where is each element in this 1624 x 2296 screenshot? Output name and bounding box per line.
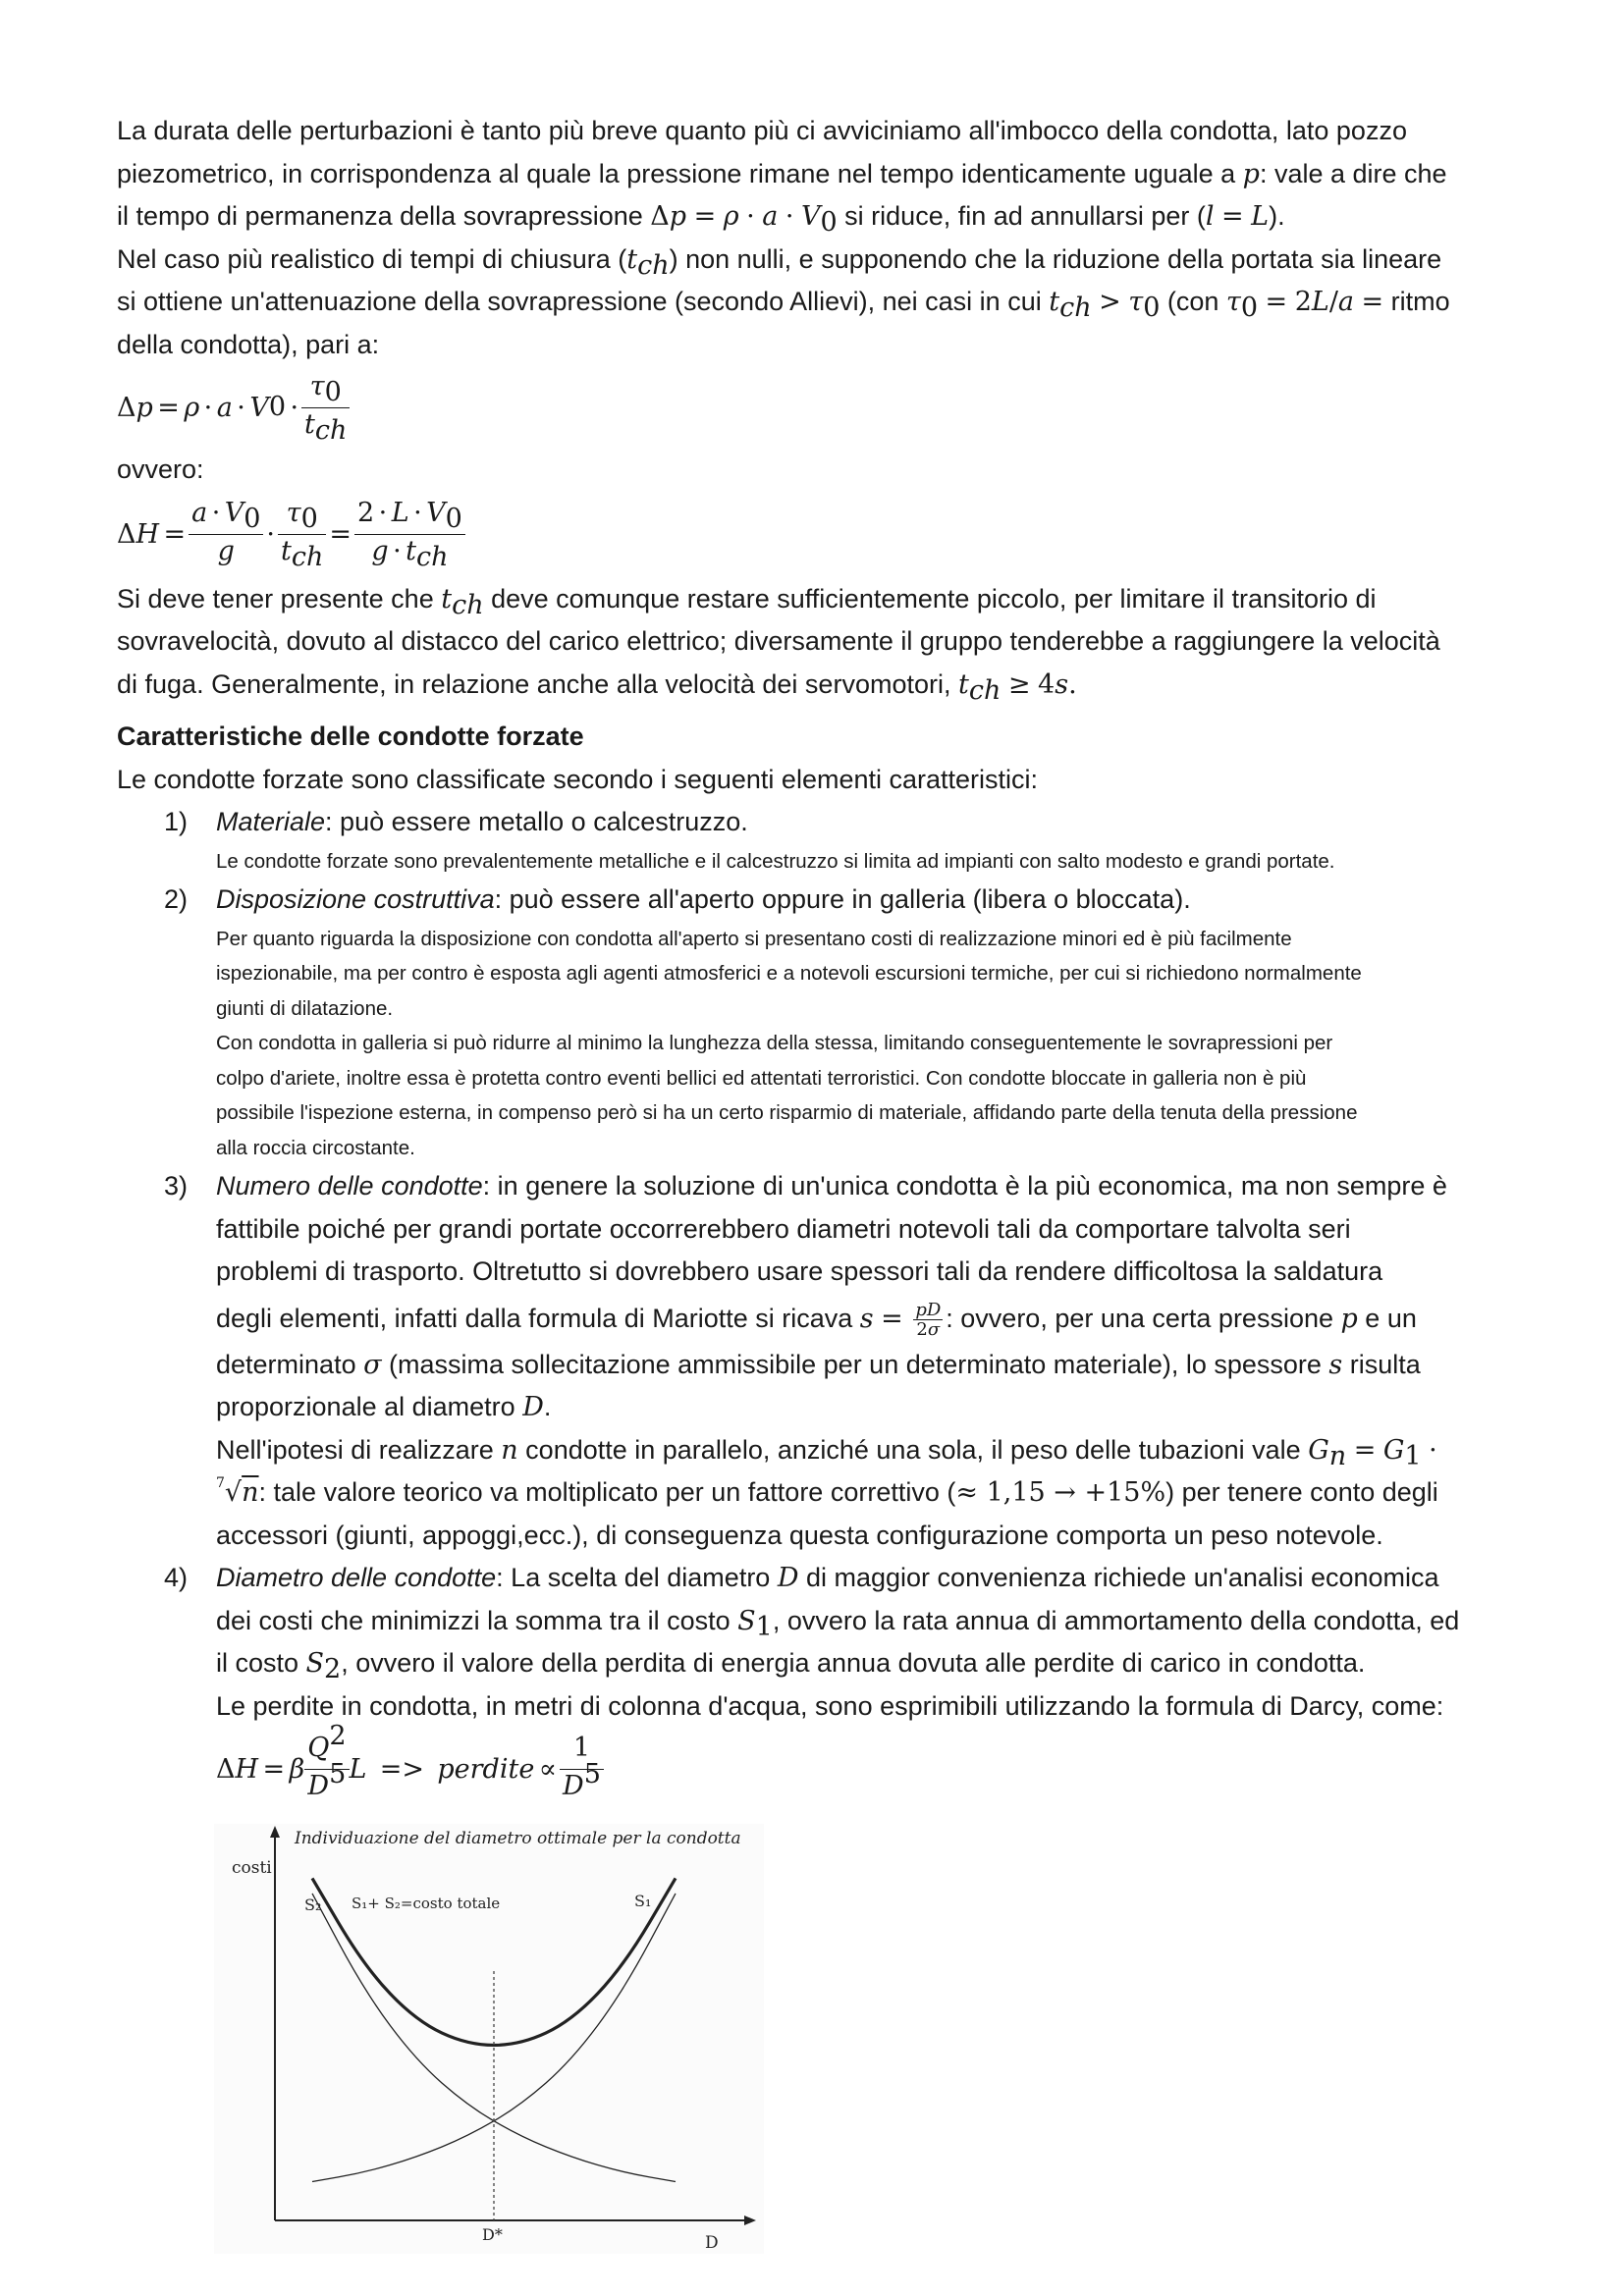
item-note: ispezionabile, ma per contro è esposta agli agenti atmosferici e a notevoli escursioni termiche, per cui si richiedono normalmente xyxy=(216,962,1362,985)
paragraph-line: di fuga. Generalmente, in relazione anche alla velocità dei servomotori, $t_{ch} \ge 4s$. xyxy=(117,668,1077,706)
section-heading: Caratteristiche delle condotte forzate xyxy=(117,721,584,751)
item-note: alla roccia circostante. xyxy=(216,1136,415,1159)
item-note: Le condotte forzate sono prevalentemente metalliche e il calcestruzzo si limita ad impianti con salto modesto e grandi portate. xyxy=(216,849,1335,873)
paragraph-line: piezometrico, in corrispondenza al quale la pressione rimane nel tempo identicamente uguale a p: vale a dire che xyxy=(117,158,1447,189)
list-item-disposizione: 2) Disposizione costruttiva: può essere all'aperto oppure in galleria (libera o bloccata). Per quanto riguarda la disposizione con condotta all'aperto si presentano costi di realizzazione minori ed è più facilmente ispezionabile, ma per contro è esposta agli agenti atmosferici e a notevoli escursioni termiche, per cui si richiedono normalmente giunti di dilatazione. Con condotta in galleria si può ridurre al minimo la lunghezza della stessa, limitando conseguentemente le sovrapressioni per colpo d'ariete, inoltre essa è protetta contro eventi bellici ed attentati terroristici. Con condotte bloccate in galleria non è più possibile l'ispezione esterna, in compenso però si ha un certo risparmio di materiale, affidando parte della tenuta della pressione alla roccia circostante. xyxy=(117,879,1521,1165)
x-axis-label: D xyxy=(705,2233,719,2253)
item-note: giunti di dilatazione. xyxy=(216,996,394,1020)
item-note: Con condotta in galleria si può ridurre al minimo la lunghezza della stessa, limitando conseguentemente le sovrapressioni per xyxy=(216,1032,1333,1054)
list-item-materiale: 1) Materiale: può essere metallo o calcestruzzo. Le condotte forzate sono prevalentemente metalliche e il calcestruzzo si limita ad impianti con salto modesto e grandi portate. xyxy=(117,801,1521,879)
equation-delta-h: Δ H = $\frac{a \cdot V_0}{g}$ · $\frac{\tau_0}{t_{ch}}$ = $\frac{2 \cdot L \cdot V_0}{g \cdot t_{ch}}$ xyxy=(117,492,1521,578)
item-note: colpo d'ariete, inoltre essa è protetta contro eventi bellici ed attentati terroristici. Con condotte bloccate in galleria non è più xyxy=(216,1066,1307,1090)
document-page xyxy=(117,110,1521,1810)
paragraph-line: si ottiene un'attenuazione della sovrapressione (secondo Allievi), nei casi in cui $t_{ch} > \tau_0$ (con $\tau_0 = 2L/a$ = ritmo xyxy=(117,287,1450,323)
optimum-label: D* xyxy=(482,2225,503,2244)
list-item-numero: 3) Numero delle condotte: in genere la soluzione di un'unica condotta è la più economica, ma non sempre è fattibile poiché per grandi portate occorrerebbero diametri notevoli tali da comportare talvolta seri problemi di trasporto. Oltretutto si dovrebbero usare spessori tali da rendere difficoltosa la saldatura degli elementi, infatti dalla formula di Mariotte si ricava s = $\frac{pD}{2\sigma}$ : ovvero, per una certa pressione p e un determinato σ (massima sollecitazione ammissibile per un determinato materiale), lo spessore s risulta proporzionale al diametro D. Nell'ipotesi di realizzare n condotte in parallelo, anziché una sola, il peso delle tubazioni vale $G_n = G_1$ · $^7$√n: tale valore teorico va moltiplicato per un fattore correttivo (≈ 1,15 → +15%) per tenere conto degli accessori (giunti, appoggi,ecc.), di conseguenza questa configurazione comporta un peso notevole. xyxy=(164,1171,1447,1550)
chart-svg xyxy=(214,1824,764,2254)
equation-darcy: Δ H = β $\frac{Q^2}{D^5}$ L => perdite ∝ $\frac{1}{D^5}$ xyxy=(216,1728,1521,1810)
paragraph-line: Le condotte forzate sono classificate secondo i seguenti elementi caratteristici: xyxy=(117,764,1039,794)
chart-background xyxy=(214,1824,764,2254)
legend-s1: S₁ xyxy=(634,1892,652,1910)
paragraph-line: La durata delle perturbazioni è tanto più breve quanto più ci avviciniamo all'imbocco della condotta, lato pozzo xyxy=(117,116,1407,145)
paragraph-line: Nel caso più realistico di tempi di chiusura $(t_{ch})$ non nulli, e supponendo che la riduzione della portata sia lineare xyxy=(117,243,1442,281)
paragraph-line: sovravelocità, dovuto al distacco del carico elettrico; diversamente il gruppo tenderebbe a raggiungere la velocità xyxy=(117,626,1440,656)
paragraph-line: della condotta), pari a: xyxy=(117,329,380,359)
legend-s2: S₂ xyxy=(304,1896,322,1914)
equation-delta-p: Δ p = ρ · a · V 0 · $\frac{\tau_0}{t_{ch}}$ xyxy=(117,366,1521,449)
chart-title: Individuazione del diametro ottimale per la condotta xyxy=(295,1829,741,1848)
list-item-diametro: 4) Diametro delle condotte: La scelta del diametro D di maggior convenienza richiede un'analisi economica dei costi che minimizzi la somma tra il costo $S_1$, ovvero la rata annua di ammortamento della condotta, ed il costo $S_2$, ovvero il valore della perdita di energia annua dovuta alle perdite di carico in condotta. Le perdite in condotta, in metri di colonna d'acqua, sono esprimibili utilizzando la formula di Darcy, come: Δ H = β $\frac{Q^2}{D^5}$ L => perdite ∝ $\frac{1}{D^5}$ xyxy=(117,1557,1521,1810)
chart-diametro-ottimale xyxy=(214,1824,764,2254)
y-axis-label: costi xyxy=(232,1858,272,1878)
paragraph-line: il tempo di permanenza della sovrapressione $\Delta p = \rho \cdot a \cdot V_0$ si riduce, fin ad annullarsi per (l = L). xyxy=(117,201,1285,238)
paragraph-line: ovvero: xyxy=(117,454,204,484)
legend-total: S₁+ S₂=costo totale xyxy=(352,1895,501,1912)
item-note: Per quanto riguarda la disposizione con condotta all'aperto si presentano costi di realizzazione minori ed è più facilmente xyxy=(216,927,1292,950)
paragraph-line: Si deve tener presente che $t_{ch}$ deve comunque restare sufficientemente piccolo, per limitare il transitorio di xyxy=(117,583,1377,620)
item-note: possibile l'ispezione esterna, in compenso però si ha un certo risparmio di materiale, affidando parte della tenuta della pressione xyxy=(216,1101,1358,1124)
